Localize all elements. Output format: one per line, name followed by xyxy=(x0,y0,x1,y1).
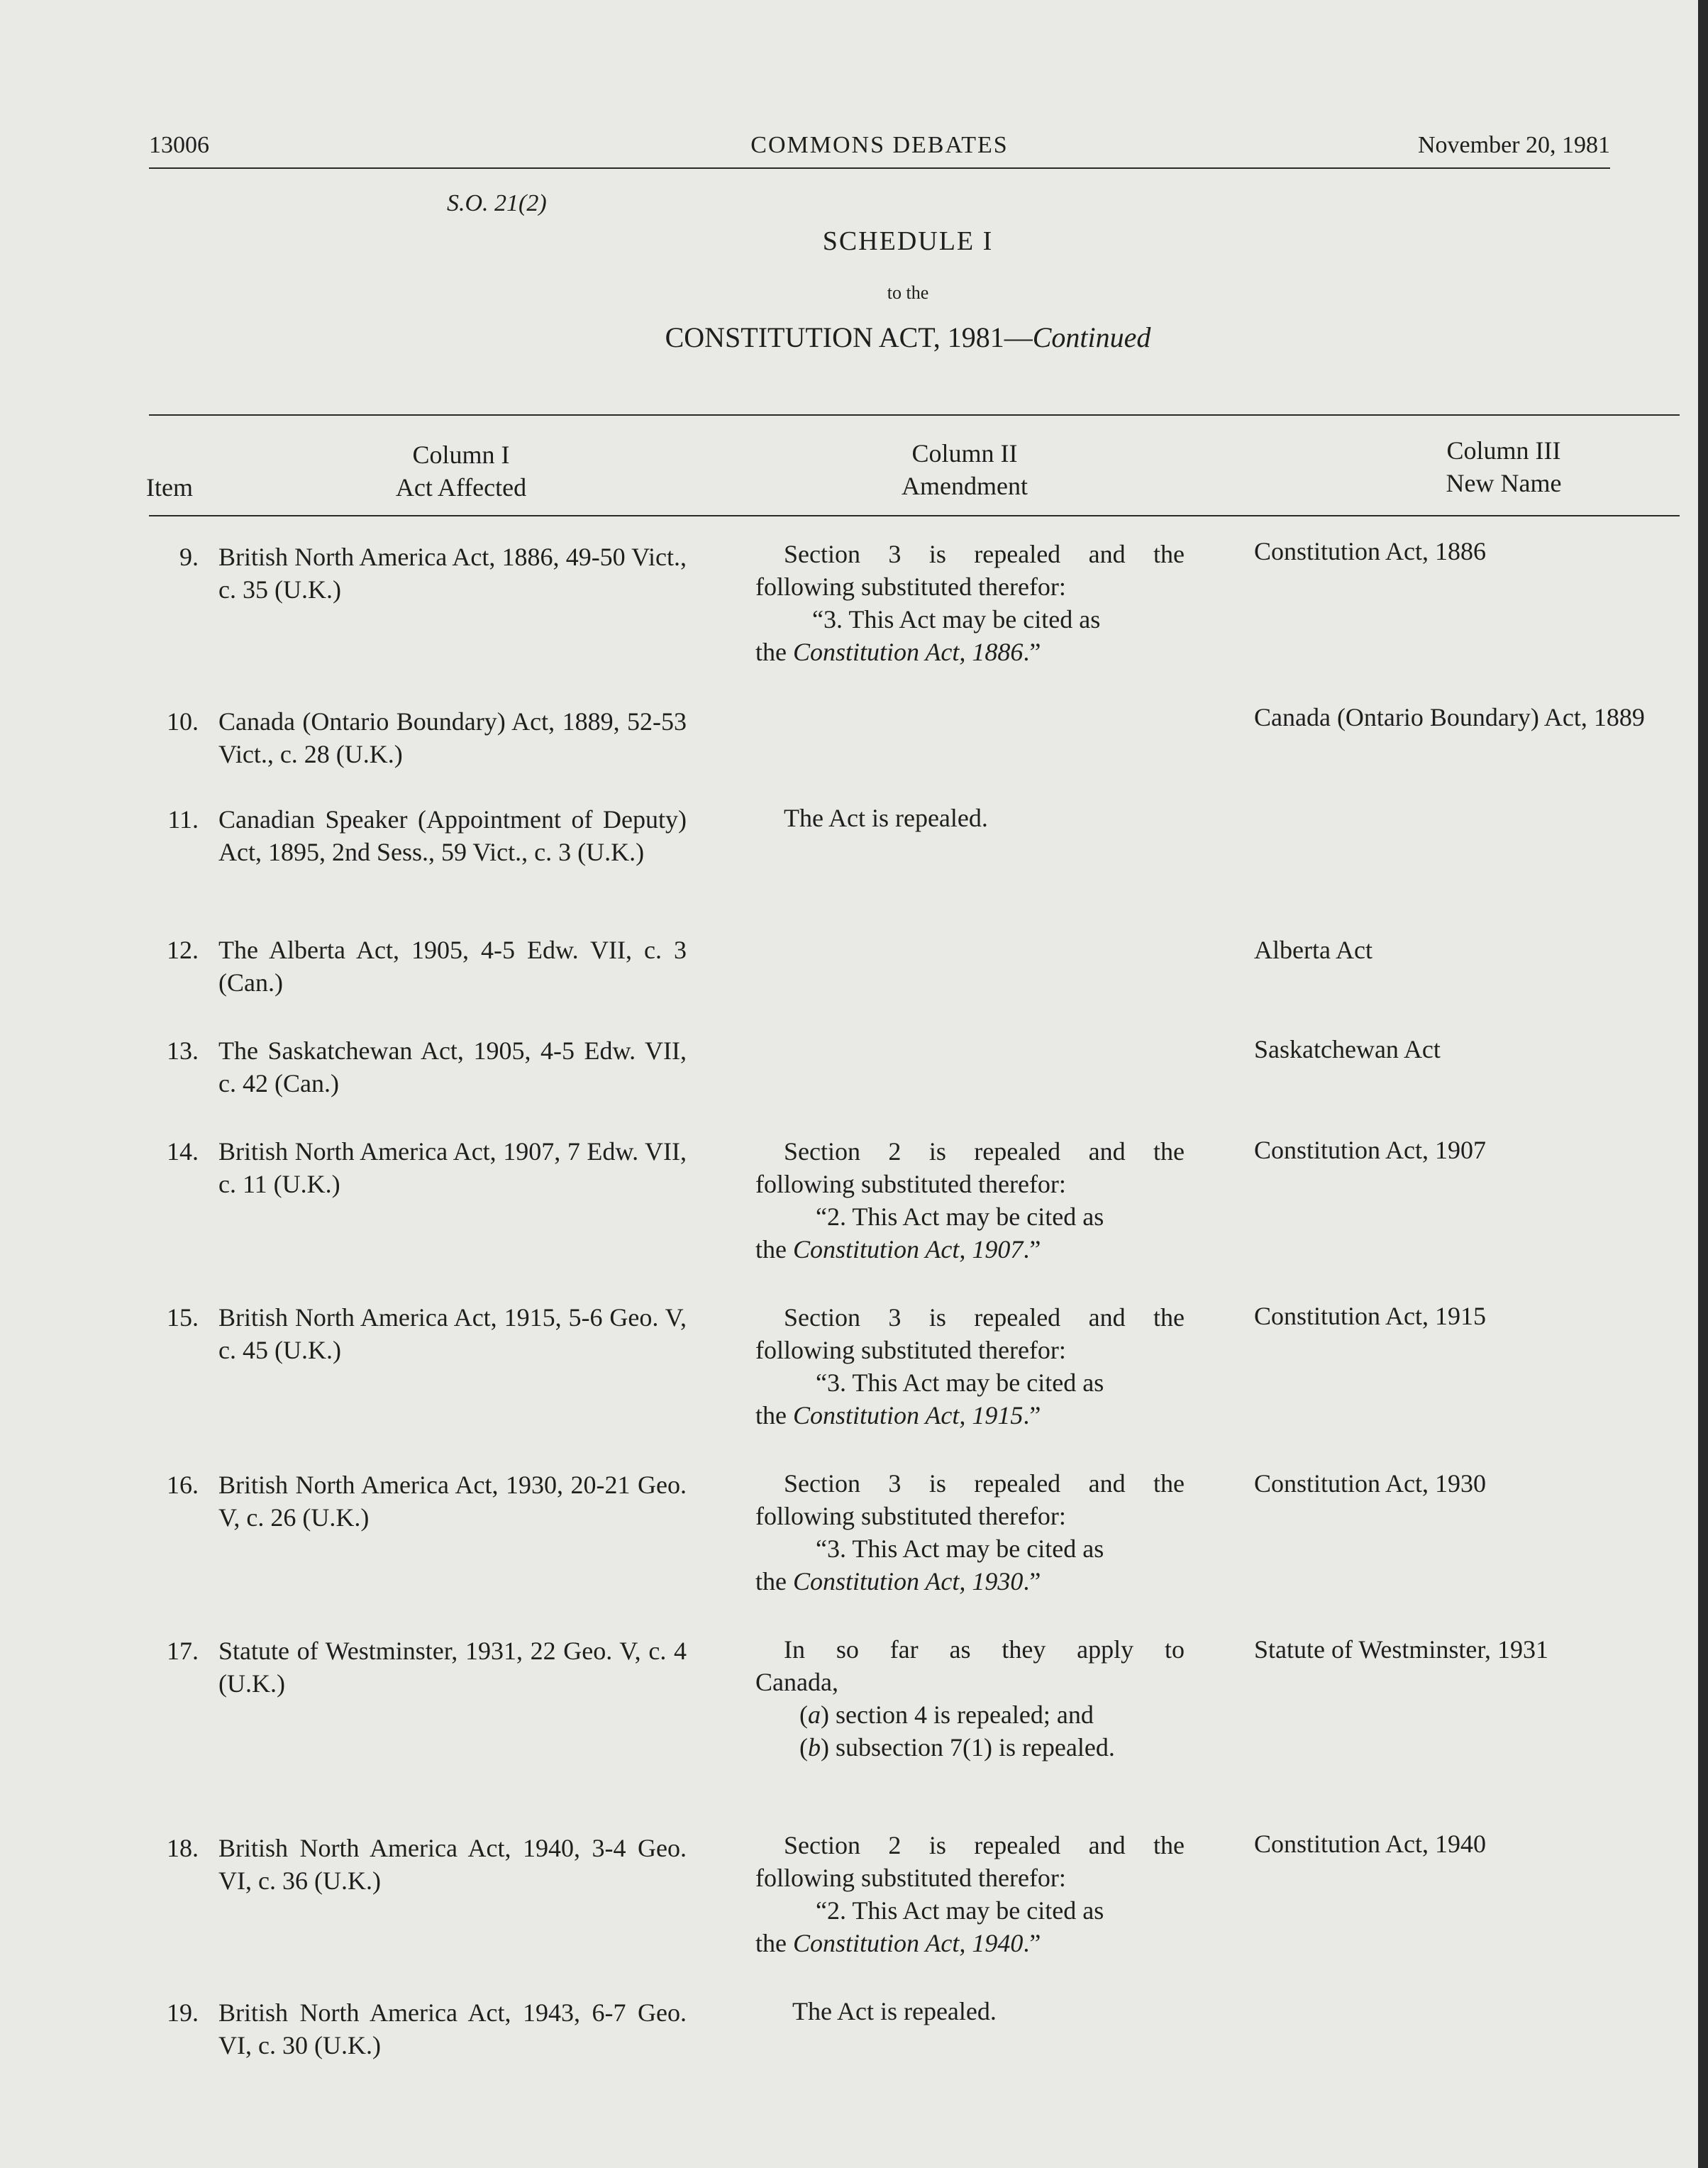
amendment-line xyxy=(755,636,1185,668)
item-number: 12. xyxy=(167,936,199,964)
new-name: Canada (Ontario Boundary) Act, 1889 xyxy=(1254,703,1645,731)
new-name: Constitution Act, 1940 xyxy=(1254,1830,1487,1858)
new-name: Constitution Act, 1915 xyxy=(1254,1302,1487,1330)
header-column-3-title: New Name xyxy=(1446,469,1562,497)
item-number: 15. xyxy=(167,1303,199,1332)
amendment-line: In so far as they apply to xyxy=(784,1635,1185,1664)
amendment xyxy=(755,1135,1185,1266)
item-number: 18. xyxy=(167,1834,199,1862)
header-date: November 20, 1981 xyxy=(1417,132,1610,158)
journal-title: COMMONS DEBATES xyxy=(750,132,1009,158)
act-affected: Canada (Ontario Boundary) Act, 1889, 52-53 Vict., c. 28 (U.K.) xyxy=(218,707,687,768)
header-column-2-label: Column II xyxy=(911,439,1018,468)
amendment-act-name: Constitution Act, 1930 xyxy=(792,1567,1024,1595)
amendment-act-name: Constitution Act, 1886 xyxy=(792,638,1024,666)
amendment-text: .” xyxy=(1023,1235,1041,1263)
amendment: The Act is repealed. xyxy=(792,1997,997,2025)
act-affected: British North America Act, 1907, 7 Edw. VII, c. 11 (U.K.) xyxy=(218,1137,687,1198)
new-name: Alberta Act xyxy=(1254,936,1372,964)
amendment-line: Section 2 is repealed and the xyxy=(784,1831,1185,1859)
amendment xyxy=(755,1633,1185,1764)
header-rule xyxy=(149,167,1610,169)
header-item: Item xyxy=(146,473,193,502)
amendment-text: the xyxy=(755,638,793,666)
page-number: 13006 xyxy=(149,132,209,158)
clause-text: subsection 7(1) is repealed. xyxy=(829,1733,1115,1762)
amendment xyxy=(755,1301,1185,1432)
new-name: Constitution Act, 1930 xyxy=(1254,1469,1487,1498)
act-title xyxy=(0,321,1708,354)
act-affected: Statute of Westminster, 1931, 22 Geo. V, c. 4 (U.K.) xyxy=(218,1637,687,1698)
amendment-line xyxy=(755,1233,1185,1266)
act-title-main: CONSTITUTION ACT, 1981— xyxy=(665,321,1033,353)
amendment xyxy=(755,538,1185,668)
header-column-3-label: Column III xyxy=(1446,436,1561,465)
page-header xyxy=(149,126,1610,166)
item-number: 14. xyxy=(167,1137,199,1166)
amendment-text: .” xyxy=(1023,638,1041,666)
amendment-act-name: Constitution Act, 1907 xyxy=(792,1235,1024,1263)
item-number: 16. xyxy=(167,1471,199,1499)
amendment-line xyxy=(755,1927,1185,1959)
new-name: Statute of Westminster, 1931 xyxy=(1254,1635,1548,1664)
standing-order-reference: S.O. 21(2) xyxy=(447,190,547,216)
item-number: 9. xyxy=(179,543,199,571)
clause-label: b xyxy=(808,1733,821,1762)
act-affected: British North America Act, 1886, 49-50 Vict., c. 35 (U.K.) xyxy=(218,543,687,604)
header-column-1-title: Act Affected xyxy=(395,473,527,502)
amendment-line xyxy=(755,1565,1185,1598)
act-affected: The Saskatchewan Act, 1905, 4-5 Edw. VII, c. 42 (Can.) xyxy=(218,1036,687,1097)
amendment-line: “2. This Act may be cited as xyxy=(816,1896,1104,1925)
amendment-line: Section 2 is repealed and the xyxy=(784,1137,1185,1166)
clause-label: a xyxy=(808,1700,821,1729)
amendment-line: “3. This Act may be cited as xyxy=(812,605,1101,634)
item-number: 19. xyxy=(167,1998,199,2027)
header-column-2-title: Amendment xyxy=(902,472,1028,500)
new-name: Constitution Act, 1907 xyxy=(1254,1136,1487,1164)
amendment-line: Canada, xyxy=(755,1668,838,1696)
clause-text: section 4 is repealed; and xyxy=(829,1700,1094,1729)
new-name: Constitution Act, 1886 xyxy=(1254,537,1487,565)
act-affected: The Alberta Act, 1905, 4-5 Edw. VII, c. 3 (Can.) xyxy=(218,936,687,997)
item-number: 10. xyxy=(167,707,199,736)
item-number: 11. xyxy=(167,805,199,834)
amendment-text: .” xyxy=(1023,1401,1041,1429)
amendment-clause: (a) section 4 is repealed; and xyxy=(799,1700,1094,1729)
act-title-suffix: Continued xyxy=(1032,321,1151,353)
amendment: The Act is repealed. xyxy=(784,804,988,832)
schedule-title: SCHEDULE I xyxy=(822,226,994,256)
amendment-act-name: Constitution Act, 1940 xyxy=(792,1929,1024,1957)
amendment-line xyxy=(755,1399,1185,1432)
amendment xyxy=(755,1467,1185,1598)
act-affected: British North America Act, 1943, 6-7 Geo. VI, c. 30 (U.K.) xyxy=(218,1998,687,2059)
act-affected: British North America Act, 1930, 20-21 Geo. V, c. 26 (U.K.) xyxy=(218,1471,687,1532)
amendment-line: Section 3 is repealed and the xyxy=(784,1303,1185,1332)
amendment-text: the xyxy=(755,1235,793,1263)
amendment-line: following substituted therefor: xyxy=(755,1502,1066,1530)
header-column-1-label: Column I xyxy=(412,441,510,469)
amendment-line: following substituted therefor: xyxy=(755,1864,1066,1892)
amendment-line: Section 3 is repealed and the xyxy=(784,540,1185,568)
amendment-line: “2. This Act may be cited as xyxy=(816,1202,1104,1231)
amendment-text: the xyxy=(755,1567,793,1595)
amendment-act-name: Constitution Act, 1915 xyxy=(792,1401,1024,1429)
new-name: Saskatchewan Act xyxy=(1254,1035,1441,1063)
amendment-text: .” xyxy=(1023,1567,1041,1595)
amendment-clause: (b) subsection 7(1) is repealed. xyxy=(799,1733,1115,1762)
table-top-rule xyxy=(149,414,1680,416)
amendment-line: following substituted therefor: xyxy=(755,1336,1066,1364)
amendment xyxy=(755,1829,1185,1959)
amendment-line: “3. This Act may be cited as xyxy=(816,1534,1104,1563)
amendment-text: the xyxy=(755,1929,793,1957)
header-column-2 xyxy=(802,437,1128,502)
item-number: 17. xyxy=(167,1637,199,1665)
header-column-1 xyxy=(298,438,624,504)
amendment-line: Section 3 is repealed and the xyxy=(784,1469,1185,1498)
act-affected: Canadian Speaker (Appointment of Deputy) Act, 1895, 2nd Sess., 59 Vict., c. 3 (U.K.) xyxy=(218,805,687,866)
schedule-to-the: to the xyxy=(887,282,929,303)
header-column-3 xyxy=(1341,434,1667,499)
amendment-text: the xyxy=(755,1401,793,1429)
amendment-text: .” xyxy=(1023,1929,1041,1957)
table-header-rule xyxy=(149,515,1680,516)
amendment-line: following substituted therefor: xyxy=(755,573,1066,601)
act-affected: British North America Act, 1940, 3-4 Geo. VI, c. 36 (U.K.) xyxy=(218,1834,687,1895)
amendment-line: “3. This Act may be cited as xyxy=(816,1368,1104,1397)
amendment-line: following substituted therefor: xyxy=(755,1170,1066,1198)
item-number: 13. xyxy=(167,1036,199,1065)
act-affected: British North America Act, 1915, 5-6 Geo. V, c. 45 (U.K.) xyxy=(218,1303,687,1364)
